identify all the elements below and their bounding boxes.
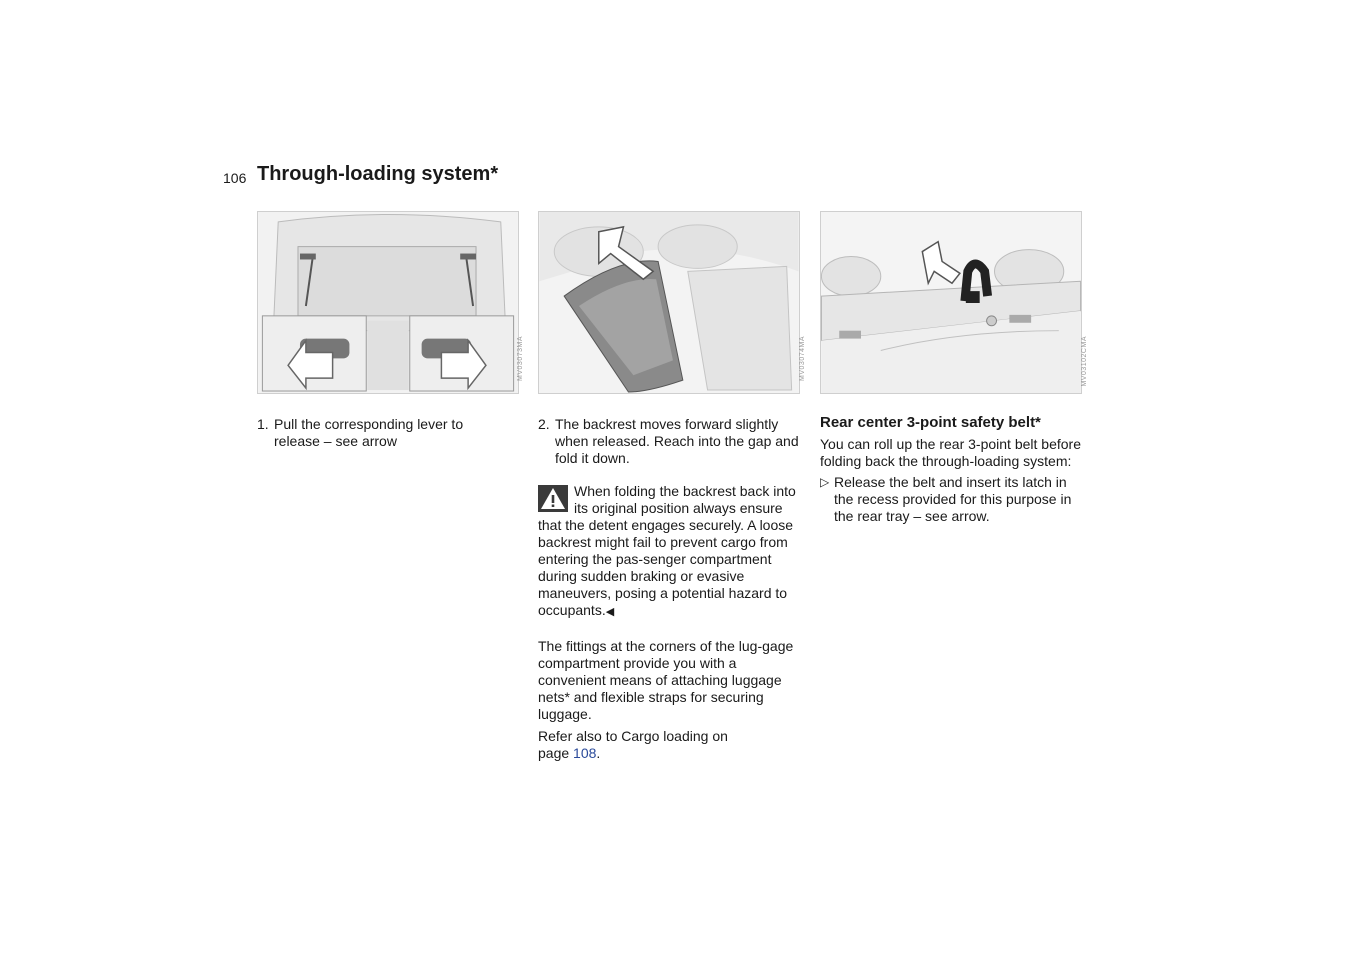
refer-text: Refer also to Cargo loading on page	[538, 728, 728, 761]
warning-note	[538, 483, 808, 621]
figure-code: MV03074MA	[799, 336, 806, 381]
bullet-text: Release the belt and insert its latch in the recess provided for this purpose in the rear tray – see arrow.	[834, 474, 1072, 524]
backrest-fold-illustration	[539, 212, 799, 393]
page-title: Through-loading system*	[257, 163, 499, 185]
figure-backrest-fold	[538, 211, 800, 394]
step-2	[538, 416, 808, 467]
step-text: The backrest moves forward slightly when released. Reach into the gap and fold it down.	[555, 416, 799, 466]
warning-triangle-icon	[538, 485, 568, 512]
intro-paragraph: You can roll up the rear 3-point belt before folding back the through-loading system:	[820, 436, 1081, 469]
column-3	[820, 414, 1090, 525]
section-heading: Rear center 3-point safety belt*	[820, 414, 1041, 431]
column-2	[538, 416, 808, 762]
figure-release-levers	[257, 211, 519, 394]
bullet-arrow-icon: ▷	[820, 475, 830, 489]
figure-code: MV03102CMA	[1081, 336, 1088, 387]
refer-tail: .	[596, 745, 601, 761]
step-number: 1.	[257, 416, 269, 432]
page-reference-link[interactable]: 108	[573, 745, 597, 761]
bullet-item	[820, 474, 1090, 525]
end-of-section-icon: ◀	[605, 606, 615, 618]
luggage-release-levers-illustration	[258, 212, 518, 393]
column-1	[257, 416, 502, 450]
figure-rear-tray-belt	[820, 211, 1082, 394]
step-1	[257, 416, 502, 450]
rear-tray-belt-illustration	[821, 212, 1081, 393]
warning-text: When folding the backrest back into its original position always ensure that the detent engages securely. A loose backrest might fail to prevent cargo from entering the pas-senger compartment during sudden braking or evasive maneuvers, posing a potential hazard to occupants.	[538, 483, 796, 618]
refer-paragraph	[538, 728, 753, 762]
step-text: Pull the corresponding lever to release – see arrow	[274, 416, 464, 449]
fittings-paragraph: The fittings at the corners of the lug-gage compartment provide you with a convenient means of attaching luggage nets* and flexible straps for securing luggage.	[538, 638, 794, 722]
figure-code: MV03073MA	[517, 336, 524, 381]
step-number: 2.	[538, 416, 550, 432]
page-number: 106	[223, 170, 247, 186]
